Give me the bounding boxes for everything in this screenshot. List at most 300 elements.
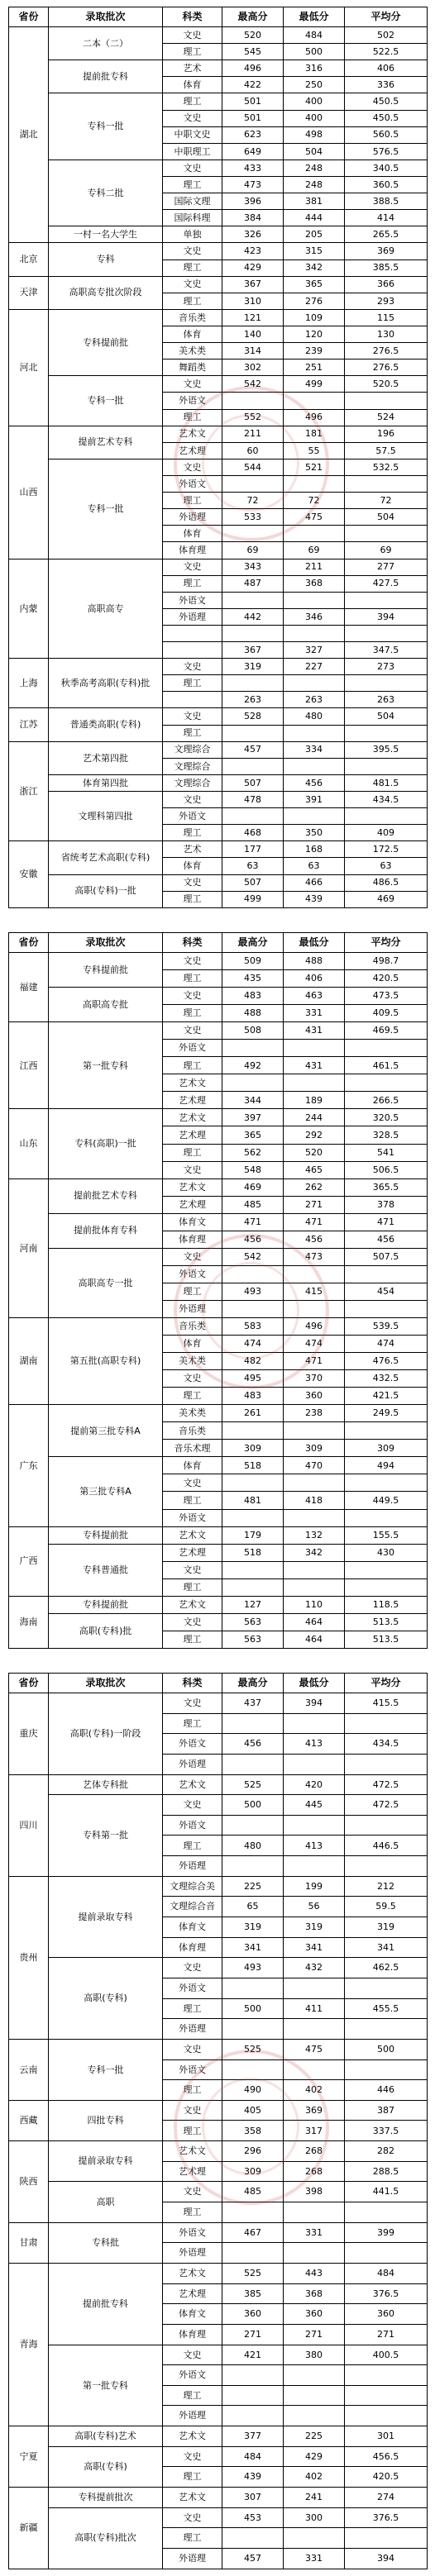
max-score-cell: 548	[222, 1161, 284, 1178]
avg-score-cell: 337.5	[345, 2121, 428, 2141]
subject-cell: 文理综合	[163, 758, 222, 774]
avg-score-cell: 360	[345, 2304, 428, 2325]
batch-cell: 提前批专科	[49, 60, 163, 93]
batch-cell: 高职	[49, 2182, 163, 2222]
min-score-cell: 268	[284, 2161, 345, 2182]
table-row	[9, 1795, 428, 1816]
subject-cell: 文史	[163, 1693, 222, 1714]
min-score-cell: 271	[284, 1196, 345, 1213]
avg-score-cell: 409	[345, 825, 428, 841]
max-score-cell	[222, 2202, 284, 2223]
province-cell: 湖北	[9, 27, 49, 243]
avg-score-cell: 336	[345, 77, 428, 93]
subject-cell: 外语理	[163, 2406, 222, 2426]
max-score-cell: 542	[222, 376, 284, 393]
max-score-cell: 60	[222, 442, 284, 459]
min-score-cell: 317	[284, 2121, 345, 2141]
subject-cell: 理工	[163, 1388, 222, 1405]
max-score-cell	[222, 675, 284, 692]
min-score-cell: 464	[284, 1613, 345, 1631]
avg-score-cell: 263	[345, 692, 428, 708]
avg-score-cell: 409.5	[345, 1005, 428, 1022]
table-row	[9, 1213, 428, 1231]
min-score-cell: 464	[284, 1631, 345, 1648]
max-score-cell: 314	[222, 343, 284, 359]
subject-cell: 体育	[163, 526, 222, 542]
batch-cell: 专科一批	[49, 2039, 163, 2100]
max-score-cell: 453	[222, 2507, 284, 2528]
avg-score-cell	[345, 1265, 428, 1283]
subject-cell: 国际科理	[163, 210, 222, 226]
avg-score-cell: 376.5	[345, 2283, 428, 2304]
avg-score-cell	[345, 2385, 428, 2406]
province-cell: 云南	[9, 2039, 49, 2100]
avg-score-cell: 212	[345, 1876, 428, 1897]
max-score-cell: 365	[222, 1126, 284, 1144]
min-score-cell: 445	[284, 1795, 345, 1816]
avg-score-cell: 378	[345, 1196, 428, 1213]
min-score-cell	[284, 1578, 345, 1596]
batch-header: 录取批次	[49, 933, 163, 953]
avg-score-cell: 506.5	[345, 1161, 428, 1178]
batch-cell: 省统考艺术高职(专科)	[49, 841, 163, 874]
max-score-cell: 563	[222, 1631, 284, 1648]
max-score-cell: 433	[222, 160, 284, 176]
avg-score-cell: 385.5	[345, 260, 428, 276]
subject-cell: 艺术理	[163, 1196, 222, 1213]
subject-cell: 理工	[163, 493, 222, 509]
subject-cell: 体育理	[163, 542, 222, 559]
avg-score-cell	[345, 1754, 428, 1774]
avg-score-cell: 376.5	[345, 2507, 428, 2528]
batch-cell: 第五批(高职专科)	[49, 1317, 163, 1404]
avg-score-cell: 472.5	[345, 1774, 428, 1795]
province-cell: 北京	[9, 243, 49, 276]
table-row	[9, 1526, 428, 1544]
min-score-cell: 444	[284, 210, 345, 226]
avg-score-cell: 309	[345, 1440, 428, 1457]
subject-cell: 文史	[163, 276, 222, 293]
subject-cell: 外语文	[163, 2222, 222, 2243]
subject-cell: 文史	[163, 792, 222, 808]
table-row	[9, 1958, 428, 1978]
min-score-cell: 248	[284, 176, 345, 193]
subject-cell: 理工	[163, 409, 222, 426]
subject-cell: 文史	[163, 1613, 222, 1631]
subject-cell: 理工	[163, 1283, 222, 1300]
subject-cell: 文史	[163, 1161, 222, 1178]
subject-cell: 理工	[163, 2121, 222, 2141]
table-row	[9, 1613, 428, 1631]
max-score-cell: 520	[222, 27, 284, 44]
avg-score-cell	[345, 393, 428, 409]
min-score-cell: 413	[284, 1734, 345, 1755]
max-score-cell: 492	[222, 1057, 284, 1074]
min-score-cell: 181	[284, 426, 345, 442]
max-score-cell	[222, 1713, 284, 1734]
avg-score-cell: 481.5	[345, 774, 428, 791]
min-score-cell: 331	[284, 1005, 345, 1022]
batch-cell: 专科第一批	[49, 1795, 163, 1877]
subject-cell: 理工	[163, 1144, 222, 1161]
subject-cell: 艺术文	[163, 2487, 222, 2507]
max-score-cell: 435	[222, 970, 284, 988]
max-score-cell: 563	[222, 1613, 284, 1631]
max-score-cell: 507	[222, 774, 284, 791]
avg-score-cell: 360.5	[345, 176, 428, 193]
max-score-cell	[222, 475, 284, 492]
avg-score-cell: 427.5	[345, 575, 428, 592]
max-score-cell: 500	[222, 1795, 284, 1816]
min-score-cell: 480	[284, 708, 345, 725]
avg-score-cell: 472.5	[345, 1795, 428, 1816]
avg-score-cell: 266.5	[345, 1092, 428, 1109]
min-score-cell: 244	[284, 1109, 345, 1126]
subject-cell: 理工	[163, 1998, 222, 2019]
max-score-cell	[222, 1074, 284, 1092]
avg-score-cell: 388.5	[345, 193, 428, 210]
max-score-cell	[222, 1422, 284, 1440]
header-row	[9, 1674, 428, 1693]
subject-cell: 美术类	[163, 343, 222, 359]
max-score-cell	[222, 2365, 284, 2386]
max-score-cell	[222, 1754, 284, 1774]
province-cell: 新疆	[9, 2487, 49, 2569]
batch-cell: 普通类高职(专科)	[49, 708, 163, 741]
avg-score-cell	[345, 2019, 428, 2040]
subject-cell: 文史	[163, 27, 222, 44]
avg-score-cell: 276.5	[345, 359, 428, 376]
max-score-cell	[222, 1856, 284, 1877]
max-score-cell: 482	[222, 1353, 284, 1370]
table-row	[9, 426, 428, 442]
avg-score-cell: 72	[345, 493, 428, 509]
batch-cell: 四批专科	[49, 2100, 163, 2140]
subject-cell: 体育	[163, 858, 222, 874]
min-score-cell	[284, 1300, 345, 1317]
avg-score-cell: 395.5	[345, 741, 428, 758]
province-cell: 海南	[9, 1596, 49, 1648]
subject-cell: 理工	[163, 1057, 222, 1074]
avg-score-cell: 172.5	[345, 841, 428, 858]
subject-cell: 文史	[163, 160, 222, 176]
min-score-cell: 496	[284, 1317, 345, 1335]
max-score-cell: 177	[222, 841, 284, 858]
subject-cell: 体育理	[163, 1231, 222, 1248]
subject-cell: 文史	[163, 376, 222, 393]
subject-cell: 艺术理	[163, 2161, 222, 2182]
max-score-cell: 481	[222, 1492, 284, 1509]
avg-score-cell	[345, 1578, 428, 1596]
max-score-cell: 490	[222, 2080, 284, 2101]
avg-score-cell: 471	[345, 1213, 428, 1231]
max-score-cell: 509	[222, 953, 284, 970]
subject-cell: 艺术理	[163, 1092, 222, 1109]
subject-cell: 艺术文	[163, 1178, 222, 1196]
min-score-cell	[284, 526, 345, 542]
subject-cell	[163, 642, 222, 659]
avg-score-cell	[345, 2202, 428, 2223]
min-score-cell: 402	[284, 2467, 345, 2488]
min-score-cell: 342	[284, 260, 345, 276]
max-score-cell: 525	[222, 1774, 284, 1795]
table-row	[9, 2039, 428, 2059]
min-score-cell: 415	[284, 1283, 345, 1300]
avg-score-cell	[345, 1422, 428, 1440]
min-score-cell: 316	[284, 60, 345, 77]
max-score-cell	[222, 1578, 284, 1596]
min-score-cell	[284, 1856, 345, 1877]
min-score-cell: 475	[284, 509, 345, 526]
subject-cell: 艺术	[163, 60, 222, 77]
subject-cell: 艺术文	[163, 2426, 222, 2447]
min-score-cell: 473	[284, 1248, 345, 1265]
min-score-cell	[284, 592, 345, 608]
batch-cell: 高职高专批	[49, 988, 163, 1022]
subject-cell: 外语理	[163, 2548, 222, 2569]
max-score-cell: 429	[222, 260, 284, 276]
subject-cell: 艺术理	[163, 1544, 222, 1561]
avg-score-cell	[345, 625, 428, 641]
avg-score-cell: 155.5	[345, 1526, 428, 1544]
min-score-cell: 432	[284, 1958, 345, 1978]
table-row	[9, 1596, 428, 1613]
batch-cell: 艺体专科批	[49, 1774, 163, 1795]
max-score-cell: 485	[222, 2182, 284, 2202]
subject-cell: 文史	[163, 874, 222, 891]
min-score-cell: 327	[284, 642, 345, 659]
table-row	[9, 2263, 428, 2283]
min-score-cell: 315	[284, 243, 345, 260]
max-score-header: 最高分	[222, 1674, 284, 1693]
min-score-cell: 456	[284, 774, 345, 791]
subject-cell: 理工	[163, 725, 222, 741]
max-score-cell: 499	[222, 891, 284, 907]
min-score-cell: 268	[284, 2141, 345, 2162]
subject-cell: 文史	[163, 953, 222, 970]
subject-cell: 音乐类	[163, 309, 222, 326]
subject-cell: 理工	[163, 891, 222, 907]
subject-cell: 文史	[163, 2039, 222, 2059]
admission-score-table	[8, 1673, 428, 2569]
avg-score-cell: 504	[345, 509, 428, 526]
avg-score-cell: 469	[345, 891, 428, 907]
max-score-cell: 302	[222, 359, 284, 376]
batch-cell: 专科提前批	[49, 953, 163, 988]
subject-cell: 理工	[163, 93, 222, 110]
avg-score-cell: 406	[345, 60, 428, 77]
avg-score-cell: 473.5	[345, 988, 428, 1005]
subject-cell: 外语文	[163, 808, 222, 825]
batch-cell: 高职(专科)一阶段	[49, 1693, 163, 1775]
max-score-cell	[222, 625, 284, 641]
min-score-cell: 241	[284, 2487, 345, 2507]
max-score-cell: 544	[222, 459, 284, 475]
subject-cell: 文史	[163, 1248, 222, 1265]
avg-score-cell: 341	[345, 1937, 428, 1958]
max-score-cell: 467	[222, 2222, 284, 2243]
avg-score-cell: 59.5	[345, 1897, 428, 1917]
avg-score-cell: 271	[345, 2324, 428, 2345]
max-score-cell: 469	[222, 1178, 284, 1196]
min-score-cell: 292	[284, 1126, 345, 1144]
avg-score-cell: 461.5	[345, 1057, 428, 1074]
max-score-cell: 483	[222, 988, 284, 1005]
min-score-cell: 251	[284, 359, 345, 376]
subject-cell: 理工	[163, 1713, 222, 1734]
subject-cell	[163, 692, 222, 708]
subject-cell: 艺术文	[163, 1109, 222, 1126]
avg-score-cell: 282	[345, 2141, 428, 2162]
table-row	[9, 1457, 428, 1474]
avg-score-cell: 430	[345, 1544, 428, 1561]
subject-cell: 艺术文	[163, 1526, 222, 1544]
avg-score-cell: 274	[345, 2487, 428, 2507]
avg-score-cell: 441.5	[345, 2182, 428, 2202]
subject-cell: 文理综合	[163, 741, 222, 758]
min-score-cell: 496	[284, 409, 345, 426]
max-score-cell: 487	[222, 575, 284, 592]
table-row	[9, 243, 428, 260]
min-score-cell	[284, 1561, 345, 1578]
min-score-cell: 474	[284, 1336, 345, 1353]
table-row	[9, 1248, 428, 1265]
max-score-cell: 485	[222, 1196, 284, 1213]
max-score-cell	[222, 2059, 284, 2080]
min-score-cell: 199	[284, 1876, 345, 1897]
subject-header: 科类	[163, 7, 222, 27]
min-score-cell: 470	[284, 1457, 345, 1474]
subject-cell: 艺术文	[163, 426, 222, 442]
subject-cell: 外语文	[163, 1978, 222, 1998]
subject-cell: 外语文	[163, 1509, 222, 1526]
min-score-cell: 168	[284, 841, 345, 858]
subject-cell: 外语文	[163, 1815, 222, 1836]
subject-cell: 中职文史	[163, 126, 222, 143]
province-cell: 安徽	[9, 841, 49, 907]
max-score-cell: 478	[222, 792, 284, 808]
subject-cell: 美术类	[163, 1405, 222, 1422]
max-score-cell: 377	[222, 2426, 284, 2447]
subject-cell: 文史	[163, 2507, 222, 2528]
province-cell: 西藏	[9, 2100, 49, 2140]
max-score-cell: 69	[222, 542, 284, 559]
table-row	[9, 160, 428, 176]
avg-score-cell: 450.5	[345, 110, 428, 126]
table-row	[9, 1178, 428, 1196]
max-score-cell: 423	[222, 243, 284, 260]
subject-cell: 理工	[163, 44, 222, 60]
min-score-cell: 504	[284, 143, 345, 160]
max-score-cell: 405	[222, 2100, 284, 2121]
avg-score-cell	[345, 2528, 428, 2549]
max-score-cell: 480	[222, 1836, 284, 1856]
max-score-cell: 271	[222, 2324, 284, 2345]
max-score-cell	[222, 1509, 284, 1526]
avg-score-cell: 504	[345, 708, 428, 725]
min-score-cell	[284, 1040, 345, 1057]
max-score-cell: 525	[222, 2263, 284, 2283]
avg-score-cell: 277	[345, 559, 428, 575]
province-cell: 江西	[9, 1022, 49, 1109]
avg-score-cell	[345, 725, 428, 741]
score-table-page	[8, 932, 427, 1650]
avg-score-cell: 520.5	[345, 376, 428, 393]
subject-cell: 文史	[163, 2446, 222, 2467]
avg-score-cell: 454	[345, 1283, 428, 1300]
max-score-cell: 65	[222, 1897, 284, 1917]
avg-score-cell: 524	[345, 409, 428, 426]
subject-cell: 文史	[163, 459, 222, 475]
avg-score-cell: 502	[345, 27, 428, 44]
avg-score-cell: 365.5	[345, 1178, 428, 1196]
subject-cell: 美术类	[163, 1353, 222, 1370]
max-score-cell	[222, 2528, 284, 2549]
avg-score-cell: 320.5	[345, 1109, 428, 1126]
batch-cell: 提前批体育专科	[49, 1213, 163, 1248]
avg-score-cell: 446	[345, 2080, 428, 2101]
subject-cell: 体育理	[163, 1937, 222, 1958]
province-header: 省份	[9, 1674, 49, 1693]
max-score-cell: 397	[222, 1109, 284, 1126]
avg-score-cell	[345, 1978, 428, 1998]
min-score-cell: 465	[284, 1161, 345, 1178]
min-score-cell: 56	[284, 1897, 345, 1917]
batch-cell: 一村一名大学生	[49, 226, 163, 243]
avg-score-cell: 130	[345, 326, 428, 342]
min-score-cell: 466	[284, 874, 345, 891]
avg-score-cell: 494	[345, 1457, 428, 1474]
min-score-cell: 475	[284, 2039, 345, 2059]
max-score-cell: 507	[222, 874, 284, 891]
province-cell: 陕西	[9, 2141, 49, 2223]
avg-score-cell: 486.5	[345, 874, 428, 891]
min-score-cell	[284, 2365, 345, 2386]
max-score-cell: 518	[222, 1544, 284, 1561]
min-score-cell	[284, 1978, 345, 1998]
subject-cell: 文史	[163, 2100, 222, 2121]
max-score-cell: 623	[222, 126, 284, 143]
min-score-cell: 309	[284, 1440, 345, 1457]
avg-score-header: 平均分	[345, 7, 428, 27]
subject-cell: 理工	[163, 970, 222, 988]
max-score-cell: 484	[222, 2446, 284, 2467]
batch-cell: 提前艺术专科	[49, 426, 163, 459]
table-row	[9, 792, 428, 808]
subject-cell: 中职理工	[163, 143, 222, 160]
min-score-cell: 350	[284, 825, 345, 841]
max-score-cell: 501	[222, 93, 284, 110]
max-score-header: 最高分	[222, 7, 284, 27]
min-score-cell: 368	[284, 575, 345, 592]
min-score-cell: 248	[284, 160, 345, 176]
max-score-cell	[222, 1815, 284, 1836]
avg-score-cell: 420.5	[345, 2467, 428, 2488]
batch-header: 录取批次	[49, 7, 163, 27]
max-score-cell: 63	[222, 858, 284, 874]
table-row	[9, 659, 428, 675]
subject-cell: 艺术文	[163, 1596, 222, 1613]
province-cell: 湖南	[9, 1317, 49, 1404]
table-row	[9, 2222, 428, 2243]
min-score-cell: 380	[284, 2345, 345, 2365]
avg-score-cell: 434.5	[345, 1734, 428, 1755]
province-cell: 广西	[9, 1526, 49, 1596]
avg-score-cell: 450.5	[345, 93, 428, 110]
subject-cell: 体育文	[163, 2304, 222, 2325]
min-score-cell	[284, 1509, 345, 1526]
min-score-cell: 471	[284, 1213, 345, 1231]
